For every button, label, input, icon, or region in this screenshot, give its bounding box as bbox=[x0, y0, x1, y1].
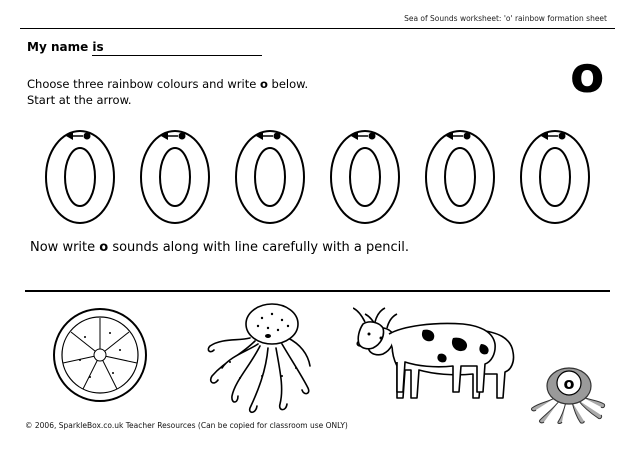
header-divider bbox=[20, 28, 615, 29]
tracing-letter-6[interactable] bbox=[521, 131, 589, 223]
instruction-text-end: below. bbox=[267, 77, 309, 91]
tracing-letter-2[interactable] bbox=[141, 131, 209, 223]
practice-text-start: Now write bbox=[30, 240, 100, 255]
tracing-letter-3[interactable] bbox=[236, 131, 304, 223]
character-badge-letter: o bbox=[563, 374, 575, 393]
instruction-letter: o bbox=[259, 77, 268, 91]
name-write-line bbox=[92, 55, 262, 56]
practice-letter: o bbox=[99, 240, 109, 255]
tracing-letter-1[interactable] bbox=[46, 131, 114, 223]
octopus-picture bbox=[200, 296, 315, 418]
tracing-letter-4[interactable] bbox=[331, 131, 399, 223]
orange-slice-picture bbox=[50, 305, 150, 405]
copyright-footer: © 2006, SparkleBox.co.uk Teacher Resources (Can be copied for classroom use ONLY) bbox=[25, 421, 348, 430]
practice-write-line[interactable] bbox=[25, 290, 610, 292]
oxen-picture bbox=[353, 300, 518, 405]
target-letter: o bbox=[570, 46, 605, 104]
worksheet-header: Sea of Sounds worksheet: 'o' rainbow formation sheet bbox=[404, 14, 607, 23]
practice-instruction bbox=[30, 240, 409, 255]
instruction-text-start: Choose three rainbow colours and write bbox=[27, 77, 260, 91]
practice-text-end: sounds along with line carefully with a pencil. bbox=[108, 240, 409, 255]
tracing-letters-row bbox=[40, 125, 620, 225]
octopus-character-picture bbox=[528, 362, 608, 424]
instruction-line-2: Start at the arrow. bbox=[27, 93, 132, 107]
name-label: My name is bbox=[27, 40, 104, 54]
tracing-letter-5[interactable] bbox=[426, 131, 494, 223]
instruction-line-1 bbox=[27, 76, 308, 92]
